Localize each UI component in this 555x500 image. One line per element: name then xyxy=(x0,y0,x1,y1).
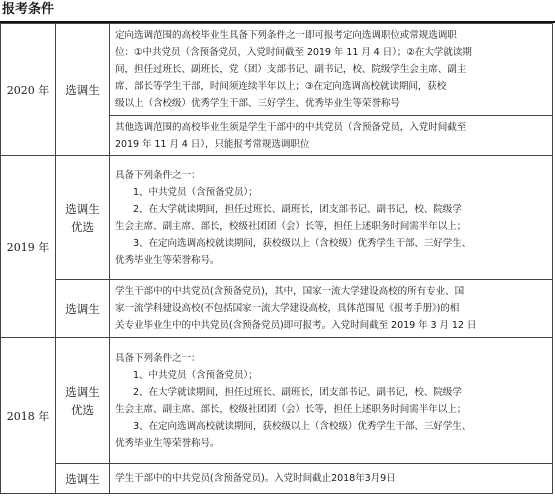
condition-line: 生会主席、副主席、部长，校级社团团（会）长等，担任上述职务时间需半年以上； xyxy=(115,403,467,415)
category-cell-2019-youxuan xyxy=(56,156,110,280)
year-cell-2018: 2018 年 xyxy=(1,338,56,494)
condition-line: 生会主席、副主席、部长，校级社团团（会）长等，担任上述职务时间需半年以上； xyxy=(115,220,467,232)
condition-line: 学生干部中的中共党员(含预备党员)，其中，国家一流大学建设高校的所有专业、国 xyxy=(115,286,465,297)
conditions-cell-2020-targeted xyxy=(110,24,553,116)
condition-line: 1、中共党员（含预备党员）； xyxy=(133,186,258,198)
condition-line: 2、在大学就读期间，担任过班长、副班长，团支部书记、副书记，校、院级学 xyxy=(133,203,462,215)
conditions-cell-2019-xuandiao xyxy=(110,280,553,338)
condition-line: 位：①中共党员（含预备党员，入党时间截至 2019 年 11 月 4 日）；②在大学就读期 xyxy=(115,47,472,58)
condition-line: 其他选调范围的高校毕业生须是学生干部中的中共党员（含预备党员，入党时间截至 xyxy=(115,121,467,133)
condition-line: 级以上（含校级）优秀学生干部、三好学生、优秀毕业生等荣誉称号 xyxy=(115,98,400,109)
condition-line: 具备下列条件之一： xyxy=(115,352,201,364)
conditions-cell-2018-xuandiao xyxy=(110,464,553,494)
conditions-cell-2020-other xyxy=(110,116,553,156)
conditions-cell-2018-youxuan xyxy=(110,338,553,464)
category-cell-2020-xuandiao: 选调生 xyxy=(56,24,110,156)
category-cell-2019-xuandiao: 选调生 xyxy=(56,280,110,338)
section-heading: 报考条件 xyxy=(2,2,55,17)
table-row xyxy=(1,156,553,280)
condition-line: 具备下列条件之一： xyxy=(115,169,201,181)
requirements-table xyxy=(0,23,553,494)
condition-line: 学生干部中的中共党员(含预备党员)。入党时间截止2018年3月9日 xyxy=(115,473,396,484)
table-row xyxy=(1,24,553,116)
category-line: 优选 xyxy=(71,402,94,417)
condition-line: 关专业毕业生中的中共党员(含预备党员)即可报考。入党时间截至 2019 年 3 月 12 日 xyxy=(115,320,477,331)
condition-line: 间，担任过班长、副班长，党（团）支部书记、副书记，校、院级学生会主席、副主 xyxy=(115,64,467,75)
category-line: 选调生 xyxy=(65,384,100,399)
table-row xyxy=(1,280,553,338)
condition-line: 3、在定向选调高校就读期间，获校级以上（含校级）优秀学生干部、三好学生、 xyxy=(133,420,472,432)
year-cell-2019: 2019 年 xyxy=(1,156,56,338)
table-row xyxy=(1,464,553,494)
conditions-cell-2019-youxuan xyxy=(110,156,553,280)
condition-line: 2019 年 11 月 4 日），只能报考常规选调职位 xyxy=(115,138,310,150)
condition-line: 1、中共党员（含预备党员）； xyxy=(133,369,258,381)
condition-line: 3、在定向选调高校就读期间，获校级以上（含校级）优秀学生干部、三好学生、 xyxy=(133,237,472,249)
condition-line: 家一流学科建设高校(不包括国家一流大学建设高校，具体范围见《报考手册》)的相 xyxy=(115,303,460,314)
category-line: 选调生 xyxy=(65,201,100,216)
category-line: 优选 xyxy=(71,219,94,234)
condition-line: 定向选调范围的高校毕业生具备下列条件之一即可报考定向选调职位或常规选调职 xyxy=(115,30,457,41)
category-cell-2018-xuandiao: 选调生 xyxy=(56,464,110,494)
condition-line: 优秀毕业生等荣誉称号。 xyxy=(115,254,220,266)
condition-line: 席、部长等学生干部，时间须连续半年以上；③在定向选调高校就读期间，获校 xyxy=(115,81,447,92)
year-cell-2020: 2020 年 xyxy=(1,24,56,156)
condition-line: 优秀毕业生等荣誉称号。 xyxy=(115,437,220,449)
table-row xyxy=(1,338,553,464)
condition-line: 2、在大学就读期间，担任过班长、副班长，团支部书记、副书记，校、院级学 xyxy=(133,386,462,398)
category-cell-2018-youxuan xyxy=(56,338,110,464)
